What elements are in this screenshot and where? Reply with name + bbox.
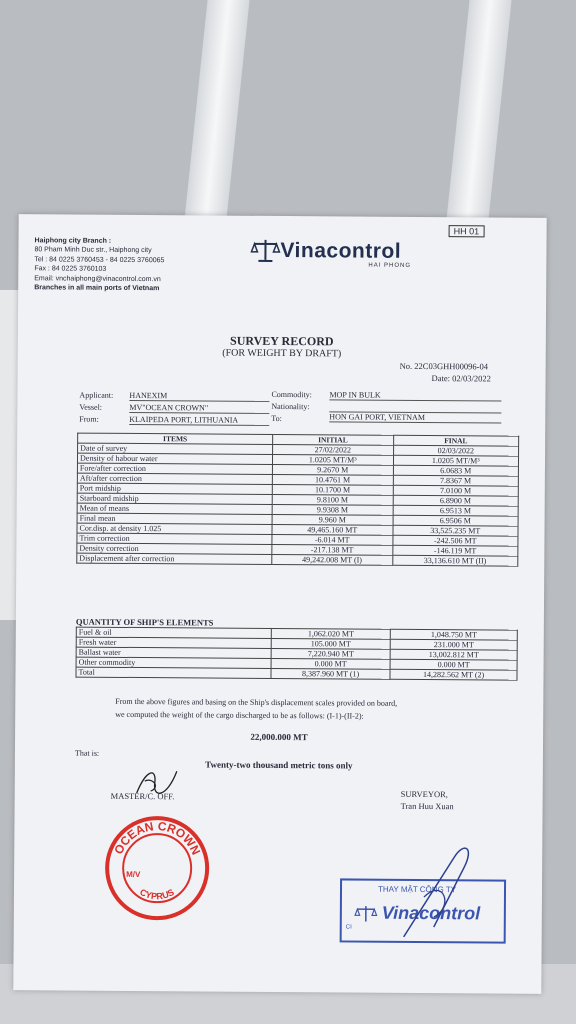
- stamp-logo-text: Vinacontrol: [381, 902, 481, 924]
- row-label: Density of habour water: [77, 453, 272, 464]
- commodity-value: MOP IN BULK: [329, 390, 501, 401]
- column-header-final: FINAL: [393, 435, 519, 446]
- initial-value: 27/02/2022: [273, 444, 394, 455]
- final-value: 33,525.235 MT: [393, 525, 519, 536]
- stamp-scales-icon: [354, 905, 378, 925]
- document-date: Date: 02/03/2022: [431, 373, 491, 384]
- final-value: 231.000 MT: [390, 639, 517, 650]
- nationality-label: Nationality:: [271, 401, 310, 412]
- form-code: HH 01: [449, 225, 485, 237]
- branch-email: Email: vnchaiphong@vinacontrol.com.vn: [34, 274, 161, 283]
- from-value: KLAIPEDA PORT, LITHUANIA: [129, 415, 269, 426]
- row-label: Fore/after correction: [77, 463, 272, 474]
- commodity-label: Commodity:: [271, 389, 312, 400]
- document-number: No. 22C03GHH00096-04: [399, 360, 489, 372]
- row-label: Cor.disp. at density 1.025: [77, 523, 272, 534]
- final-value: 6.9513 M: [393, 505, 519, 516]
- final-value: 14,282.562 MT (2): [390, 669, 517, 680]
- scales-icon: [250, 238, 280, 264]
- initial-value: 0.000 MT: [271, 658, 390, 669]
- branch-address: 80 Pham Minh Duc str., Haiphong city: [34, 246, 152, 255]
- final-value: 0.000 MT: [390, 659, 517, 670]
- quantity-title: QUANTITY OF SHIP'S ELEMENTS: [75, 616, 214, 628]
- stamp-code: CI: [345, 924, 352, 931]
- cargo-weight: 22,000.000 MT: [250, 731, 308, 743]
- company-logo: [250, 238, 401, 265]
- from-label: From:: [79, 414, 99, 424]
- final-value: 6.8900 M: [393, 495, 519, 506]
- branch-info: [34, 236, 234, 294]
- initial-value: -6.014 MT: [272, 534, 393, 545]
- initial-value: 1.0205 MT/M³: [272, 454, 393, 465]
- branch-tel: Tel : 84 0225 3760453 - 84 0225 3760065: [34, 256, 165, 264]
- draft-survey-table: [76, 433, 519, 567]
- vessel-label: Vessel:: [79, 402, 103, 412]
- seal-side-text: M/V: [126, 869, 141, 880]
- row-label: Other commodity: [76, 657, 271, 668]
- vessel-value: MV"OCEAN CROWN": [129, 403, 269, 414]
- initial-value: 49,242.008 MT (I): [272, 554, 393, 565]
- applicant-label: Applicant:: [79, 390, 114, 400]
- seal-text: OCEAN CROWN: [111, 818, 204, 857]
- final-value: 6.0683 M: [393, 465, 519, 476]
- branch-title: Haiphong city Branch :: [34, 237, 112, 245]
- row-label: Fuel & oil: [76, 627, 271, 638]
- final-value: 1.0205 MT/M³: [393, 455, 519, 466]
- master-signature-icon: [127, 763, 187, 803]
- branch-note: Branches in all main ports of Vietnam: [34, 284, 160, 293]
- initial-value: 8,387.960 MT (1): [271, 668, 390, 679]
- final-value: 7.8367 M: [393, 475, 519, 486]
- ship-elements-table: [75, 627, 517, 681]
- row-label: Date of survey: [78, 443, 273, 454]
- ship-seal-icon: [102, 813, 213, 924]
- row-label: Aft/after correction: [77, 473, 272, 484]
- initial-value: 9.2670 M: [272, 464, 393, 475]
- initial-value: 49,465.160 MT: [272, 524, 393, 535]
- initial-value: 7,220.940 MT: [271, 648, 390, 659]
- conclusion-line-2: we computed the weight of the cargo discharged to be as follows: (I-1)-(II-2):: [115, 709, 364, 721]
- surveyor-signature-icon: [394, 837, 485, 948]
- document-subtitle: (FOR WEIGHT BY DRAFT): [222, 347, 342, 360]
- conclusion-text: [115, 695, 495, 724]
- final-value: -146.119 MT: [392, 545, 518, 556]
- row-label: Density correction: [77, 543, 272, 554]
- stamp-top-text: THAY MẶT CÔNG TY: [377, 884, 457, 895]
- conclusion-line-1: From the above figures and basing on the Ship's displacement scales provided on board,: [115, 696, 398, 708]
- row-label: Ballast water: [76, 647, 271, 658]
- final-value: 33,136.610 MT (II): [392, 555, 518, 566]
- row-label: Final mean: [77, 513, 272, 524]
- document-title: SURVEY RECORD: [230, 333, 334, 349]
- row-label: Port midship: [77, 483, 272, 494]
- logo-text: Vinacontrol: [280, 238, 402, 263]
- to-value: HON GAI PORT, VIETNAM: [329, 412, 501, 423]
- initial-value: 10.1700 M: [272, 484, 393, 495]
- final-value: -242.506 MT: [392, 535, 518, 546]
- initial-value: 9.9308 M: [272, 504, 393, 515]
- ceiling-light: [184, 0, 249, 220]
- row-label: Starboard midship: [77, 493, 272, 504]
- survey-document: [13, 214, 546, 994]
- column-header-items: ITEMS: [78, 433, 273, 444]
- seal-bottom-text: CYPRUS: [138, 886, 176, 902]
- svg-text:OCEAN CROWN: [111, 819, 203, 857]
- final-value: 13,002.812 MT: [390, 649, 517, 660]
- final-value: 1,048.750 MT: [390, 629, 517, 640]
- surveyor-label: SURVEYOR,: [400, 788, 448, 800]
- row-label: Total: [76, 667, 271, 678]
- row-label: Mean of means: [77, 503, 272, 514]
- logo-subtitle: HAI PHONG: [368, 262, 412, 269]
- weight-in-words: Twenty-two thousand metric tons only: [205, 759, 353, 771]
- initial-value: 1,062.020 MT: [271, 628, 390, 639]
- to-label: To:: [271, 413, 282, 424]
- initial-value: 9.8100 M: [272, 494, 393, 505]
- column-header-initial: INITIAL: [273, 434, 394, 445]
- ceiling-light: [446, 0, 511, 220]
- row-label: Trim correction: [77, 533, 272, 544]
- row-label: Fresh water: [76, 637, 271, 648]
- row-label: Displacement after correction: [77, 553, 272, 564]
- surveyor-name: Tran Huu Xuan: [400, 800, 454, 812]
- master-signature-label: MASTER/C. OFF.: [110, 790, 175, 802]
- final-value: 02/03/2022: [393, 445, 519, 456]
- branch-fax: Fax : 84 0225 3760103: [34, 265, 107, 273]
- initial-value: 105.000 MT: [271, 638, 390, 649]
- final-value: 7.0100 M: [393, 485, 519, 496]
- that-is-label: That is:: [74, 748, 100, 758]
- initial-value: 10.4761 M: [272, 474, 393, 485]
- final-value: 6.9506 M: [393, 515, 519, 526]
- applicant-value: HANEXIM: [129, 391, 269, 402]
- initial-value: -217.138 MT: [272, 544, 393, 555]
- initial-value: 9.960 M: [272, 514, 393, 525]
